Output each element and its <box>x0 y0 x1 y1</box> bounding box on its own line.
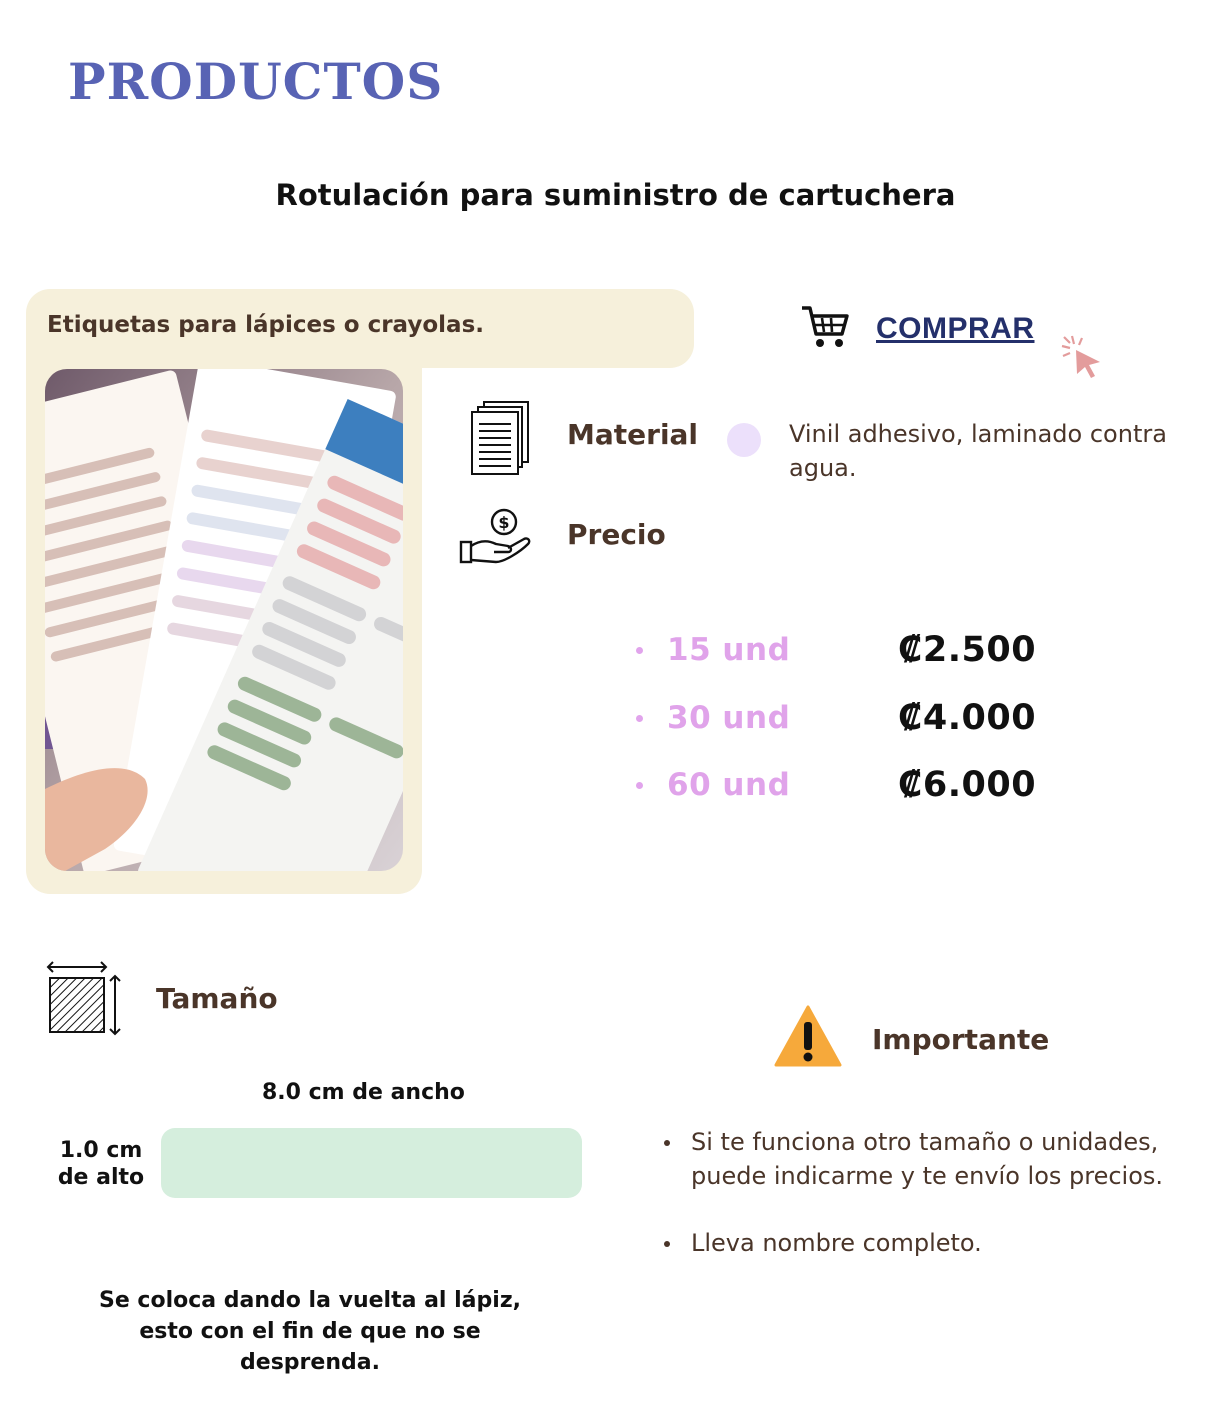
dimensions-icon <box>45 958 127 1040</box>
price-qty: 15 und <box>667 632 791 668</box>
price-row <box>636 765 1036 805</box>
width-label: 8.0 cm de ancho <box>262 1080 465 1105</box>
important-label: Importante <box>872 1023 1050 1056</box>
label-size-preview <box>161 1128 582 1198</box>
svg-text:$: $ <box>498 513 510 532</box>
cursor-click-icon <box>1060 334 1104 384</box>
price-row <box>636 630 1036 670</box>
material-value: Vinil adhesivo, laminado contra agua. <box>789 420 1167 482</box>
bullet <box>636 647 643 654</box>
product-subtitle: Rotulación para suministro de cartuchera <box>275 178 956 212</box>
product-photo <box>45 369 403 871</box>
list-item: Lleva nombre completo. <box>660 1226 1205 1260</box>
price-amount: ₡4.000 <box>898 698 1037 738</box>
buy-link-group[interactable] <box>800 304 1035 354</box>
product-photo-illustration <box>45 369 403 871</box>
buy-button[interactable]: COMPRAR <box>876 312 1035 345</box>
height-label <box>56 1137 146 1191</box>
price-row <box>636 698 1036 738</box>
price-qty: 60 und <box>667 767 791 803</box>
bullet <box>636 715 643 722</box>
material-label: Material <box>567 418 699 451</box>
price-amount: ₡2.500 <box>898 630 1037 670</box>
important-list <box>660 1125 1205 1293</box>
placement-note: Se coloca dando la vuelta al lápiz, esto con el fin de que no se desprenda. <box>99 1288 521 1375</box>
height-value: 1.0 cm <box>59 1138 143 1163</box>
bullet <box>636 782 643 789</box>
shopping-cart-icon <box>800 304 850 354</box>
warning-icon <box>774 1004 842 1072</box>
price-qty: 30 und <box>667 700 791 736</box>
size-label: Tamaño <box>156 982 278 1015</box>
price-amount: ₡6.000 <box>898 765 1037 805</box>
price-label: Precio <box>567 518 666 551</box>
documents-icon <box>470 400 532 480</box>
height-unit-text: de alto <box>57 1165 145 1190</box>
page-title: PRODUCTOS <box>68 52 444 111</box>
product-card-title: Etiquetas para lápices o crayolas. <box>47 312 484 338</box>
list-item: Si te funciona otro tamaño o unidades, puede indicarme y te envío los precios. <box>660 1125 1205 1193</box>
material-dot <box>727 423 761 457</box>
money-hand-icon <box>458 506 534 572</box>
